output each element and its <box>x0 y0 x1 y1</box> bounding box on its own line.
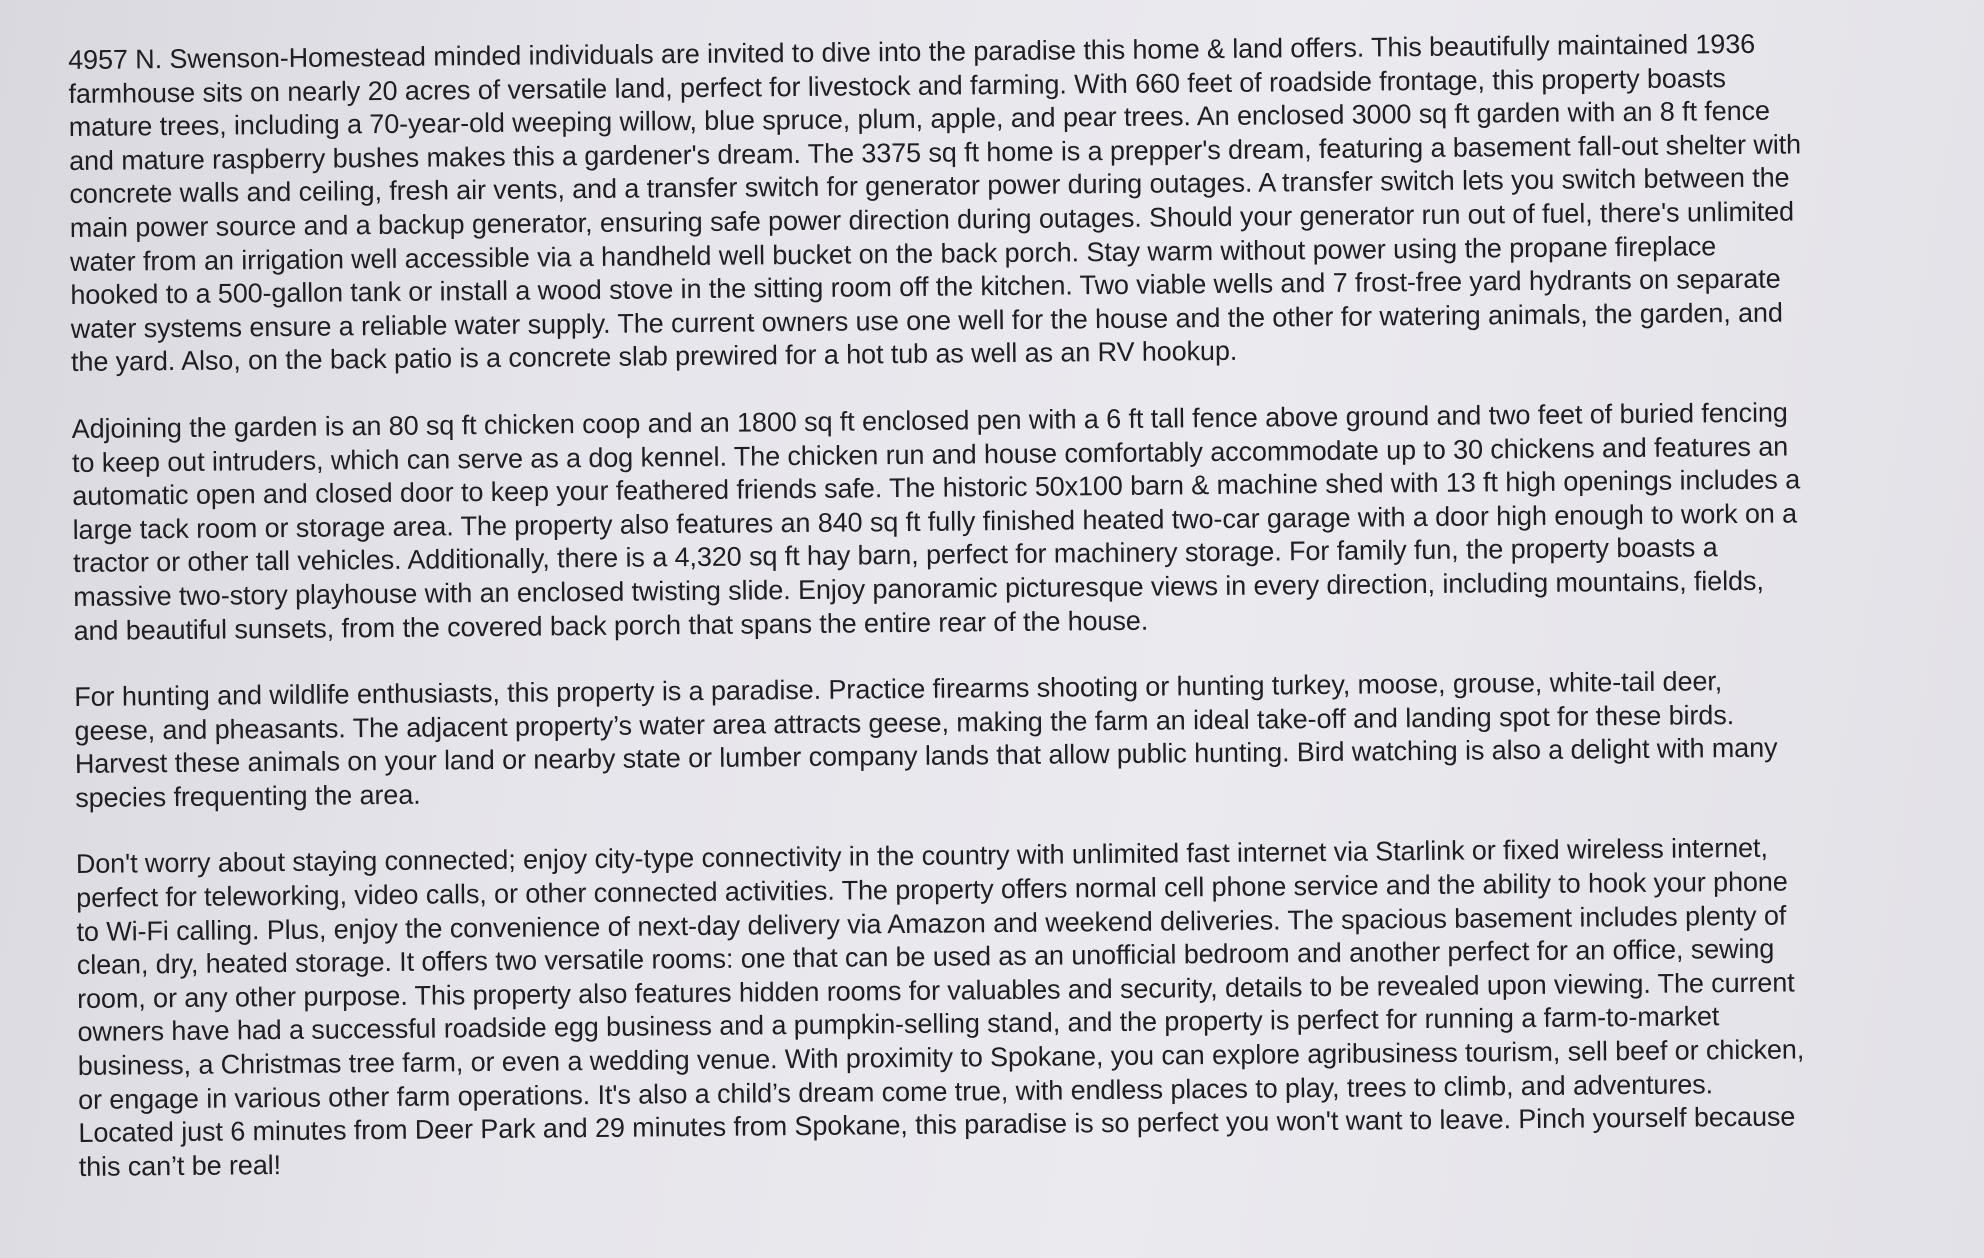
text-line: Don't worry about staying connected; enjoy city-type connectivity in the country with unlimited fast internet via Starlink or fixed wireless internet, <box>75 833 1768 880</box>
text-line: and mature raspberry bushes makes this a gardener's dream. The 3375 sq ft home is a prepper's dream, featuring a basement fall-out shelter with <box>68 129 1802 176</box>
text-line: mature trees, including a 70-year-old weeping willow, blue spruce, plum, apple, and pear trees. An enclosed 3000 sq ft garden with an 8 ft fence <box>68 95 1771 143</box>
paragraph-hunting <box>74 663 1975 816</box>
paragraph-homestead <box>68 26 1971 380</box>
text-line: or engage in various other farm operations. It's also a child’s dream come true, with endless places to play, trees to climb, and adventures. <box>77 1068 1714 1115</box>
text-line: For hunting and wildlife enthusiasts, this property is a paradise. Practice firearms shooting or hunting turkey, moose, grouse, white-tail deer, <box>74 666 1723 713</box>
text-line: concrete walls and ceiling, fresh air vents, and a transfer switch for generator power during outages. A transfer switch lets you switch between the <box>69 162 1790 210</box>
paragraph-connectivity <box>76 830 1979 1184</box>
text-line: perfect for teleworking, video calls, or other connected activities. The property offers normal cell phone service and the ability to hook your phone <box>76 866 1788 914</box>
text-line: Located just 6 minutes from Deer Park and 29 minutes from Spokane, this paradise is so perfect you won't want to leave. Pinch yourself because <box>78 1101 1796 1149</box>
text-line: geese, and pheasants. The adjacent property’s water area attracts geese, making the farm an ideal take-off and landing spot for these birds. <box>74 699 1735 746</box>
text-line: business, a Christmas tree farm, or even a wedding venue. With proximity to Spokane, you can explore agribusiness tourism, sell beef or chicken, <box>77 1034 1805 1081</box>
text-line: farmhouse sits on nearly 20 acres of versatile land, perfect for livestock and farming. With 660 feet of roadside frontage, this property boasts <box>68 62 1726 109</box>
text-line: water systems ensure a reliable water supply. The current owners use one well for the house and the other for watering animals, the garden, and <box>70 297 1783 344</box>
text-line: the yard. Also, on the back patio is a concrete slab prewired for a hot tub as well as an RV hookup. <box>70 336 1238 378</box>
paragraph-outbuildings <box>72 395 1974 648</box>
text-line: species frequenting the area. <box>75 779 421 813</box>
text-line: tractor or other tall vehicles. Additionally, there is a 4,320 sq ft hay barn, perfect for machinery storage. For family fun, the property boasts a <box>72 532 1718 579</box>
text-line: 4957 N. Swenson-Homestead minded individuals are invited to dive into the paradise this home & land offers. This beautifully maintained 1936 <box>68 28 1756 75</box>
text-line: hooked to a 500-gallon tank or install a wood stove in the sitting room off the kitchen. Two viable wells and 7 frost-free yard hydrants on separate <box>70 263 1781 311</box>
text-line: room, or any other purpose. This property also features hidden rooms for valuables and security, details to be revealed upon viewing. The current <box>77 967 1795 1014</box>
listing-description <box>68 26 1979 1218</box>
text-line: clean, dry, heated storage. It offers two versatile rooms: one that can be used as an unofficial bedroom and another perfect for an office, sewing <box>76 933 1775 981</box>
text-line: to Wi-Fi calling. Plus, enjoy the convenience of next-day delivery via Amazon and weekend deliveries. The spacious basement includes plenty of <box>76 900 1787 947</box>
text-line: massive two-story playhouse with an enclosed twisting slide. Enjoy panoramic picturesque views in every direction, including mountains, fields, <box>73 565 1764 612</box>
text-line: main power source and a backup generator, ensuring safe power direction during outages. Should your generator run out of fuel, there's unlimited <box>69 196 1795 243</box>
text-line: large tack room or storage area. The property also features an 840 sq ft fully finished heated two-car garage with a door high enough to work on a <box>72 498 1798 545</box>
text-line: this can’t be real! <box>78 1149 282 1182</box>
text-line: to keep out intruders, which can serve as a dog kennel. The chicken run and house comfortably accommodate up to 30 chickens and features an <box>71 431 1789 478</box>
text-line: automatic open and closed door to keep your feathered friends safe. The historic 50x100 barn & machine shed with 13 ft high openings includes a <box>72 464 1801 512</box>
text-line: owners have had a successful roadside egg business and a pumpkin-selling stand, and the property is perfect for running a farm-to-market <box>77 1001 1720 1048</box>
text-line: Adjoining the garden is an 80 sq ft chicken coop and an 1800 sq ft enclosed pen with a 6 ft tall fence above ground and two feet of buried fencing <box>71 397 1788 444</box>
text-line: and beautiful sunsets, from the covered back porch that spans the entire rear of the house. <box>73 605 1149 646</box>
text-line: water from an irrigation well accessible via a handheld well bucket on the back porch. Stay warm without power using the propane fireplace <box>69 230 1717 277</box>
text-line: Harvest these animals on your land or nearby state or lumber company lands that allow public hunting. Bird watching is also a delight with many <box>74 732 1778 780</box>
